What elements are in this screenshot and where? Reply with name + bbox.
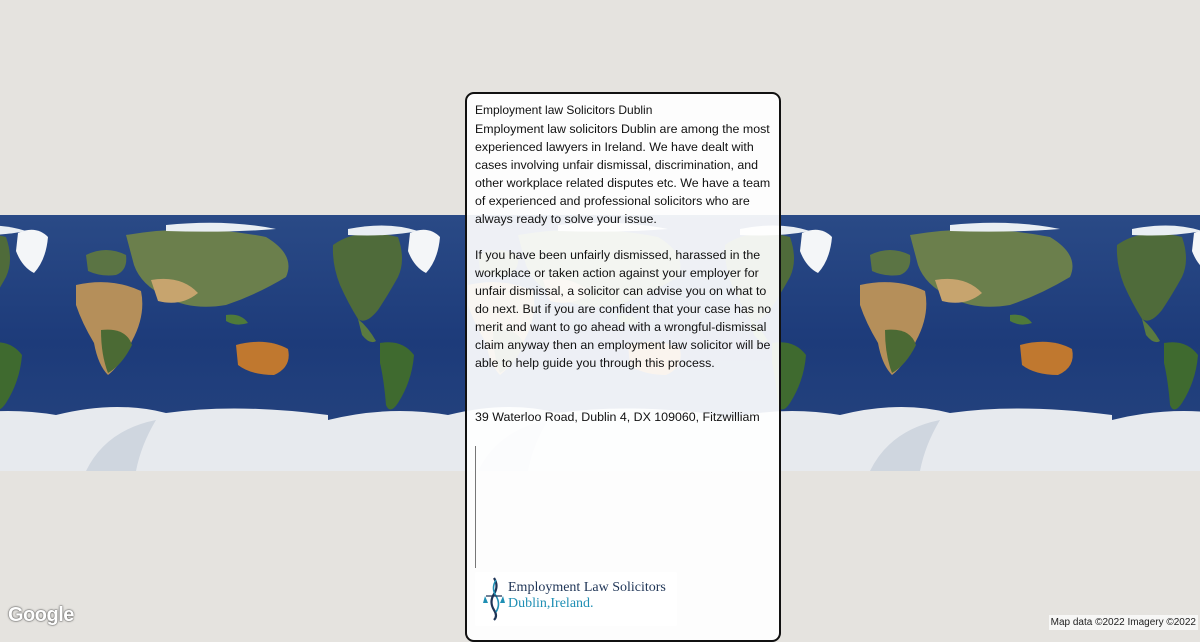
map-attribution[interactable]: Map data ©2022 Imagery ©2022 (1050, 617, 1196, 628)
logo-subtitle: Dublin,Ireland. (508, 596, 594, 611)
info-window (465, 92, 781, 642)
logo-title: Employment Law Solicitors (508, 580, 666, 595)
divider-line (475, 446, 476, 568)
description-paragraph-1: Employment law solicitors Dublin are among the most experienced lawyers in Ireland. We have dealt with cases involving unfair dismissal, discrimination, and other workplace related disputes etc. We have a team of experienced and professional solicitors who are always ready to solve your issue. (475, 122, 771, 226)
info-window-body (475, 120, 777, 426)
scales-of-justice-icon (483, 576, 505, 622)
description-paragraph-2: If you have been unfairly dismissed, harassed in the workplace or taken action against your employer for unfair dismissal, a solicitor can advise you on what to do next. But if you are confident that your case has no merit and want to go ahead with a wrongful-dismissal claim anyway then an employment law solicitor will be able to help guide you through this process. (475, 248, 772, 370)
info-window-title: Employment law Solicitors Dublin (475, 103, 653, 117)
address-text: 39 Waterloo Road, Dublin 4, DX 109060, Fitzwilliam (475, 410, 760, 424)
google-logo: Google (8, 604, 74, 626)
firm-logo (475, 572, 677, 626)
